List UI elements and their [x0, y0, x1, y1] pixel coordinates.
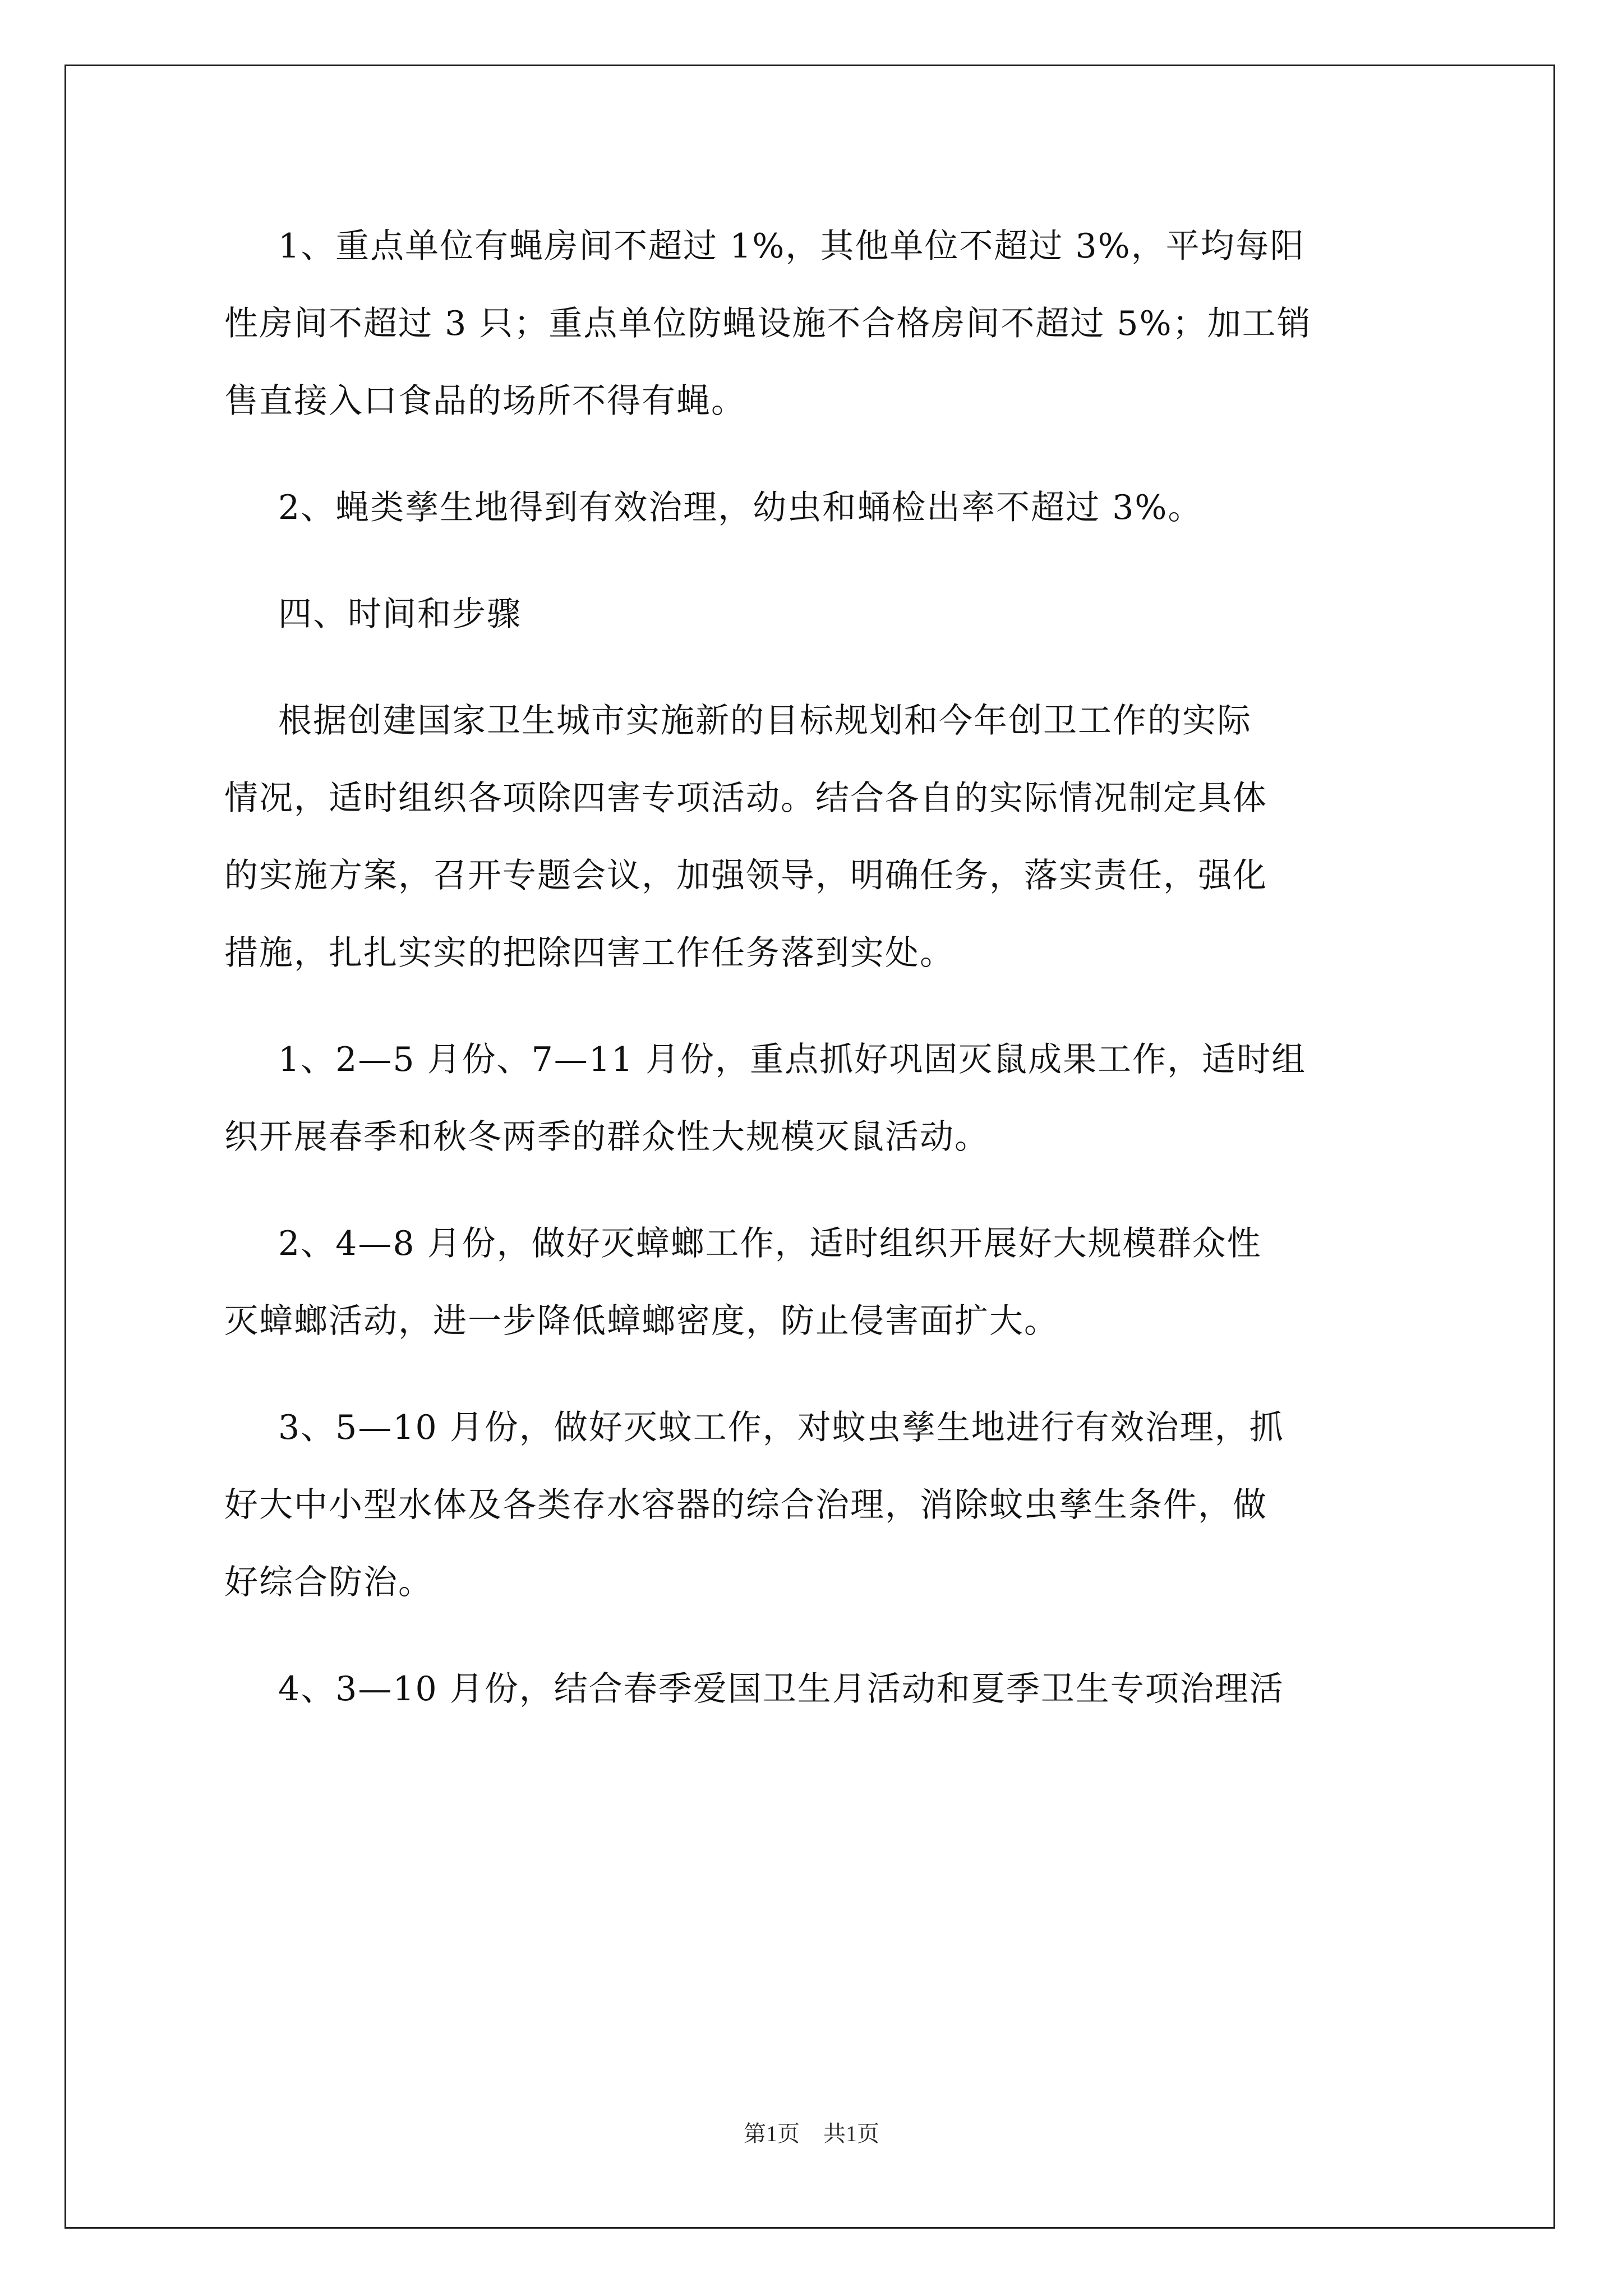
paragraph-line: 2、蝇类孳生地得到有效治理，幼虫和蛹检出率不超过 3%。	[278, 488, 1203, 527]
paragraph-line: 措施，扎扎实实的把除四害工作任务落到实处。	[224, 933, 955, 973]
paragraph-line: 情况，适时组织各项除四害专项活动。结合各自的实际情况制定具体	[224, 779, 1267, 818]
page-number: 第1页	[744, 2121, 800, 2146]
heading-line: 四、时间和步骤	[278, 595, 522, 634]
paragraph-line: 1、2—5 月份、7—11 月份，重点抓好巩固灭鼠成果工作，适时组	[278, 1040, 1307, 1079]
paragraph-7	[224, 1389, 1433, 1621]
paragraph-line: 织开展春季和秋冬两季的群众性大规模灭鼠活动。	[224, 1117, 989, 1157]
paragraph-line: 4、3—10 月份，结合春季爱国卫生月活动和夏季卫生专项治理活	[278, 1669, 1284, 1709]
paragraph-line: 根据创建国家卫生城市实施新的目标规划和今年创卫工作的实际	[278, 701, 1252, 740]
page-total: 共1页	[823, 2121, 879, 2146]
section-heading	[224, 576, 1433, 653]
paragraph-5	[224, 1021, 1433, 1176]
paragraph-line: 好大中小型水体及各类存水容器的综合治理，消除蚊虫孳生条件，做	[224, 1485, 1267, 1525]
page-footer	[0, 2116, 1623, 2148]
paragraph-2	[224, 469, 1433, 546]
paragraph-line: 1、重点单位有蝇房间不超过 1%，其他单位不超过 3%，平均每阳	[278, 227, 1305, 266]
paragraph-line: 性房间不超过 3 只；重点单位防蝇设施不合格房间不超过 5%；加工销	[224, 304, 1312, 343]
paragraph-line: 2、4—8 月份，做好灭蟑螂工作，适时组织开展好大规模群众性	[278, 1224, 1262, 1263]
paragraph-4	[224, 682, 1433, 992]
paragraph-line: 好综合防治。	[224, 1563, 433, 1602]
paragraph-8	[224, 1650, 1433, 1728]
paragraph-line: 售直接入口食品的场所不得有蝇。	[224, 381, 746, 421]
paragraph-line: 灭蟑螂活动，进一步降低蟑螂密度，防止侵害面扩大。	[224, 1301, 1059, 1341]
paragraph-line: 的实施方案，召开专题会议，加强领导，明确任务，落实责任，强化	[224, 856, 1267, 895]
paragraph-line: 3、5—10 月份，做好灭蚊工作，对蚊虫孳生地进行有效治理，抓	[278, 1408, 1284, 1447]
document-body	[224, 208, 1433, 1757]
paragraph-6	[224, 1205, 1433, 1360]
paragraph-1	[224, 208, 1433, 440]
